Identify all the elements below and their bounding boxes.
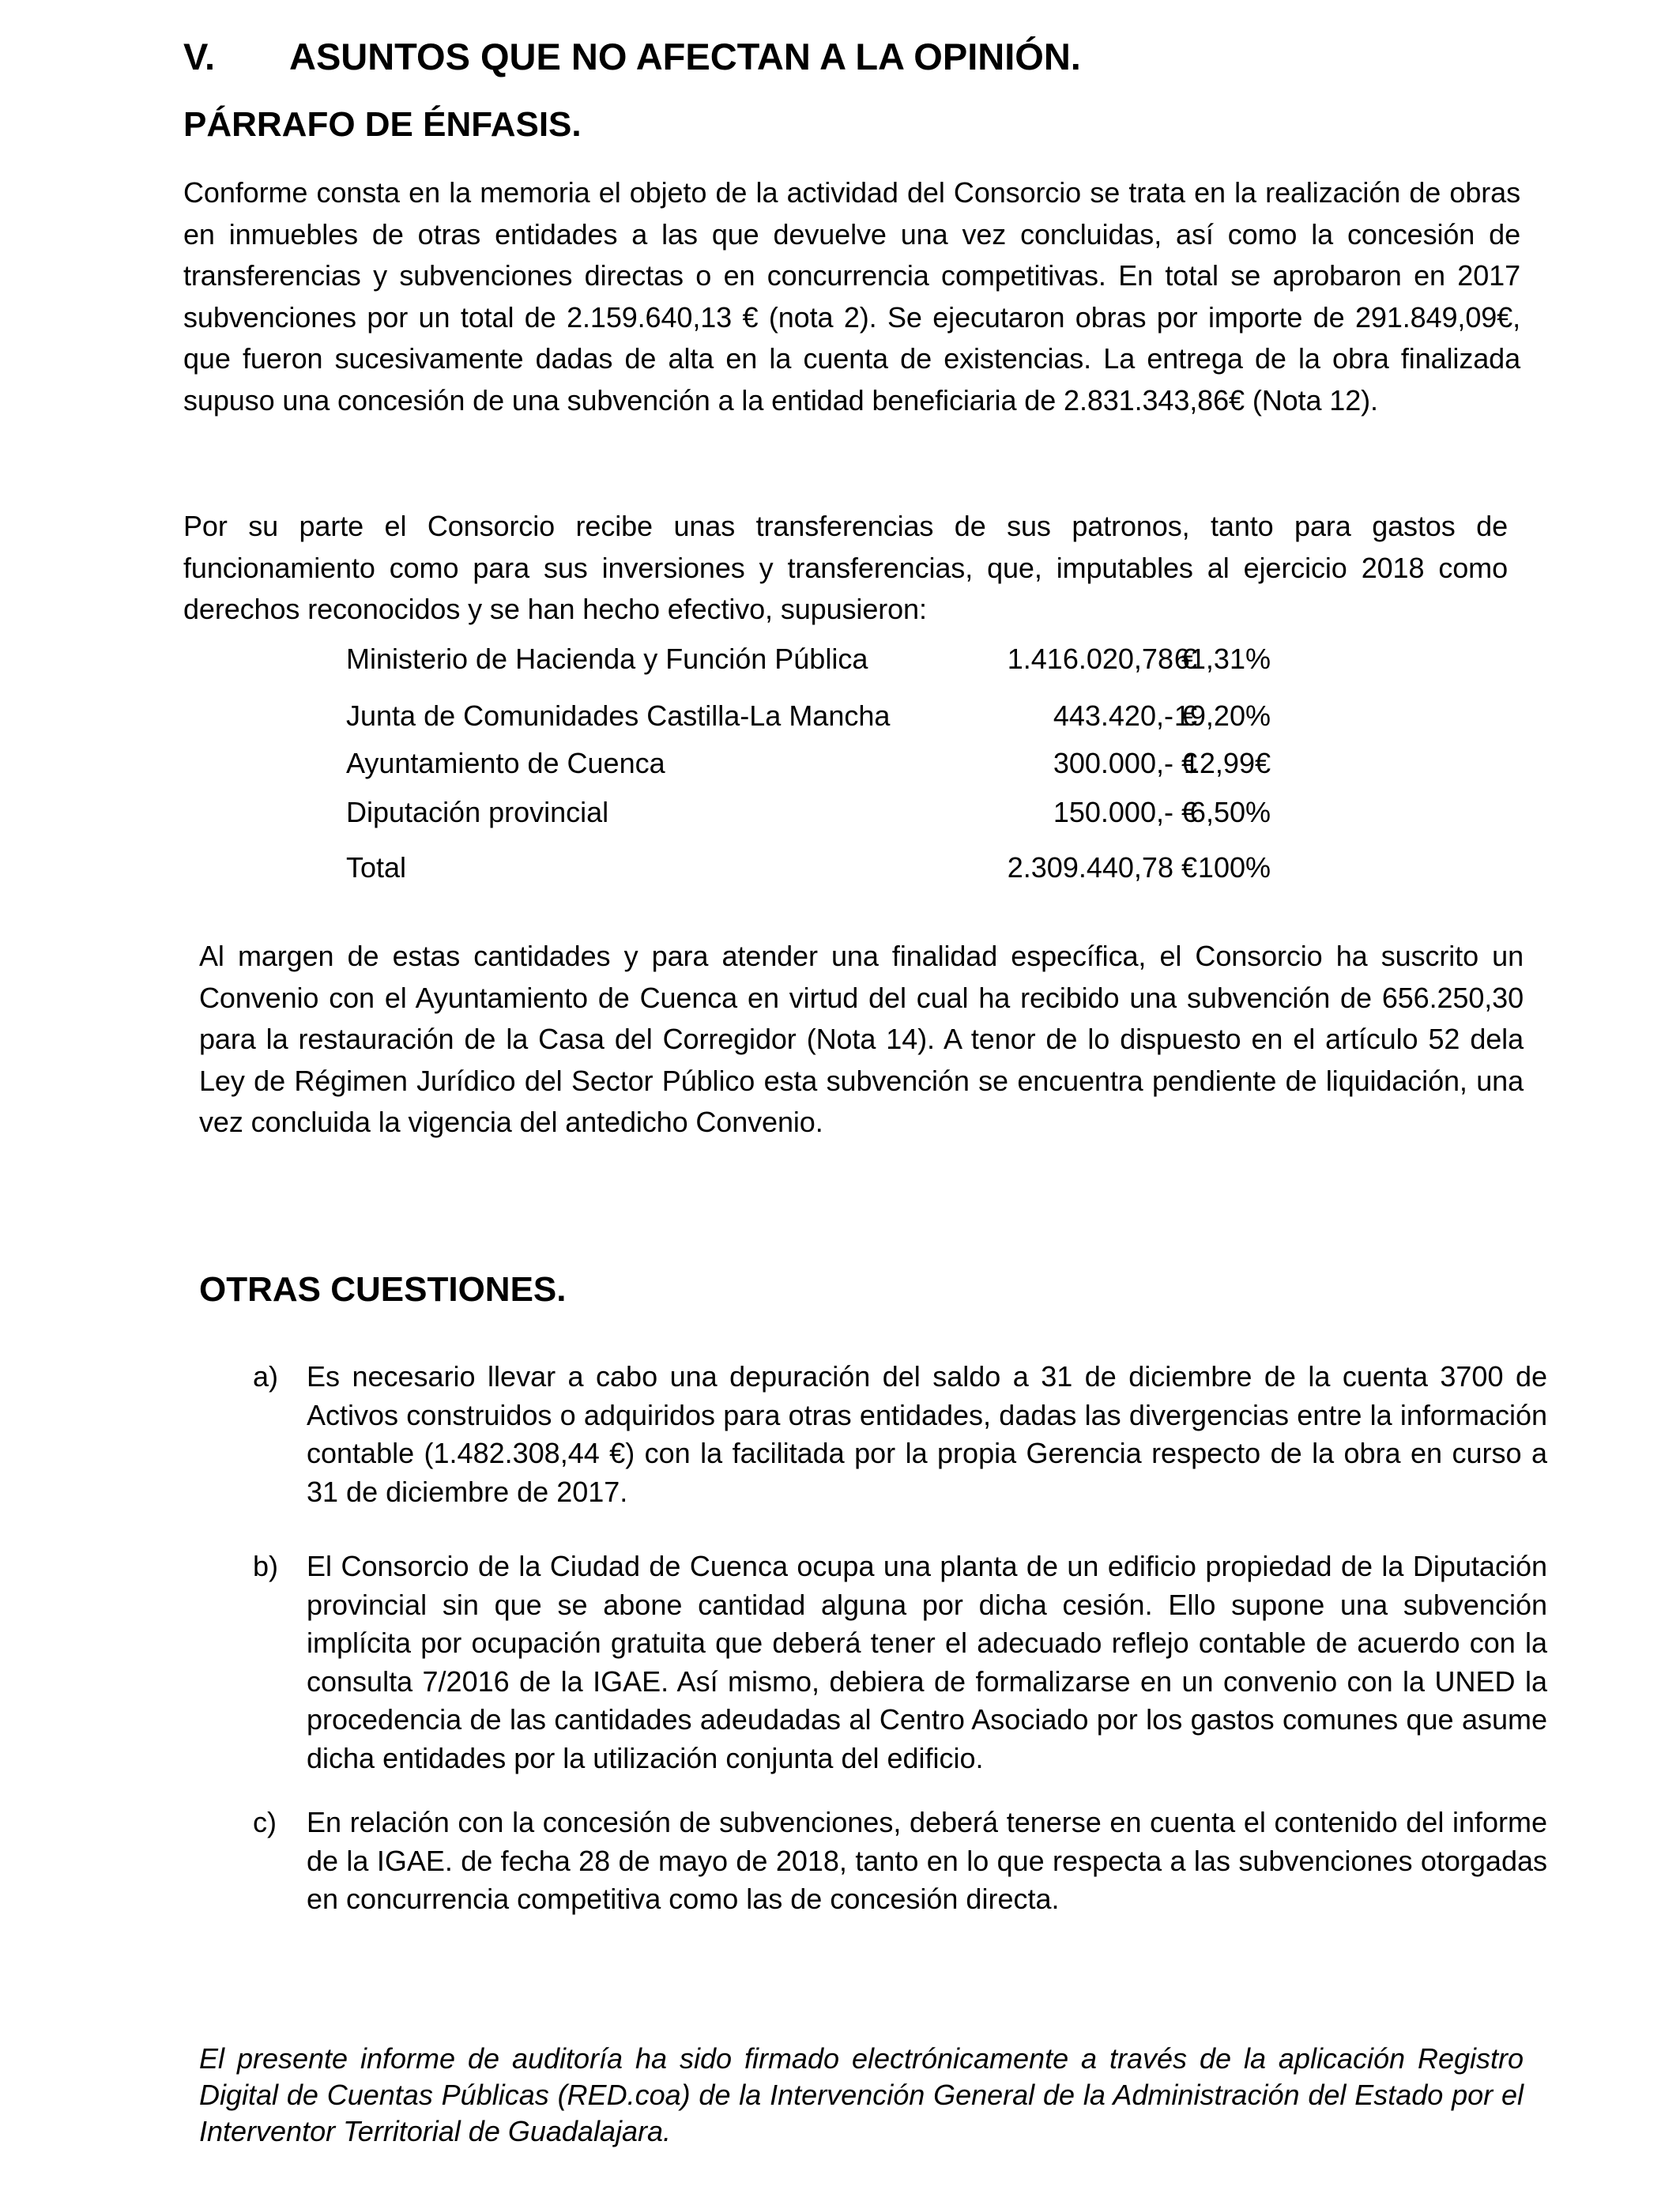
table-row [346,743,1334,787]
table-row-total [346,847,1334,892]
list-item-marker: a) [253,1360,279,1393]
table-cell-amount: 2.309.440,78 € [1007,851,1197,884]
table-cell-percent: 6,50% [1189,796,1271,828]
table-row [346,792,1334,836]
list-item-marker: b) [253,1550,279,1582]
table-cell-percent: 12,99€ [1183,747,1271,779]
table-cell-percent: 19,20% [1173,699,1271,732]
table-cell-amount: 300.000,- € [1053,747,1197,779]
emphasis-paragraph-3: Al margen de estas cantidades y para atender una finalidad específica, el Consorcio ha suscrito un Convenio con el Ayuntamiento de Cuenca en virtud del cual ha recibido una subvención de 656.250,30 para la restauración de la Casa del Corregidor (Nota 14). A tenor de lo dispuesto en el artículo 52 dela Ley de Régimen Jurídico del Sector Público esta subvención se encuentra pendiente de liquidación, una vez concluida la vigencia del antedicho Convenio. [199,940,1524,1138]
list-item [253,1547,1549,1785]
table-cell-percent: 61,31% [1173,643,1271,675]
table-cell-entity: Total [346,851,407,884]
emphasis-paragraph-1: Conforme consta en la memoria el objeto de la actividad del Consorcio se trata en la realización de obras en inmuebles de otras entidades a las que devuelve una vez concluidas, así como la concesión de transferencias y subvenciones directas o en concurrencia competitivas. En total se aprobaron en 2017 subvenciones por un total de 2.159.640,13 € (nota 2). Se ejecutaron obras por importe de 291.849,09€, que fueron sucesivamente dadas de alta en la cuenta de existencias. La entrega de la obra finalizada supuso una concesión de una subvención a la entidad beneficiaria de 2.831.343,86€ (Nota 12). [183,176,1520,417]
table-cell-amount: 150.000,- € [1053,796,1197,828]
section-number: V. [183,36,216,77]
other-issues-heading: OTRAS CUESTIONES. [199,1270,567,1309]
emphasis-heading: PÁRRAFO DE ÉNFASIS. [183,105,582,144]
table-cell-entity: Ministerio de Hacienda y Función Pública [346,643,868,675]
section-title: ASUNTOS QUE NO AFECTAN A LA OPINIÓN. [289,36,1081,77]
list-item-text: Es necesario llevar a cabo una depuración del saldo a 31 de diciembre de la cuenta 3700 de Activos construidos o adquiridos para otras entidades, dadas las divergencias entre la información contable (1.482.308,44 €) con la facilitada por la propia Gerencia respecto de la obra en curso a 31 de diciembre de 2017. [307,1360,1547,1508]
table-cell-entity: Diputación provincial [346,796,609,828]
table-cell-amount: 443.420,- € [1053,699,1197,732]
table-cell-amount: 1.416.020,78 € [1007,643,1197,675]
list-item-marker: c) [253,1806,277,1838]
list-item [253,1358,1549,1516]
table-row [346,639,1334,683]
signature-note: El presente informe de auditoría ha sido firmado electrónicamente a través de la aplicación Registro Digital de Cuentas Públicas (RED.coa) de la Intervención General de la Administración del Estado por el Interventor Territorial de Guadalajara. [199,2042,1524,2147]
list-item-text: En relación con la concesión de subvenciones, deberá tenerse en cuenta el contenido del informe de la IGAE. de fecha 28 de mayo de 2018, tanto en lo que respecta a las subvenciones otorgadas en concurrencia competitiva como las de concesión directa. [307,1806,1547,1915]
table-cell-entity: Junta de Comunidades Castilla-La Mancha [346,699,891,732]
list-item [253,1804,1549,1922]
table-row [346,696,1334,740]
table-cell-entity: Ayuntamiento de Cuenca [346,747,665,779]
list-item-text: El Consorcio de la Ciudad de Cuenca ocupa una planta de un edificio propiedad de la Diputación provincial sin que se abone cantidad alguna por dicha cesión. Ello supone una subvención implícita por ocupación gratuita que deberá tener el adecuado reflejo contable de acuerdo con la consulta 7/2016 de la IGAE. Así mismo, debiera de formalizarse en un convenio con la UNED la procedencia de las cantidades adeudadas al Centro Asociado por los gastos comunes que asume dicha entidades por la utilización conjunta del edificio. [307,1550,1547,1774]
emphasis-paragraph-2: Por su parte el Consorcio recibe unas transferencias de sus patronos, tanto para gastos de funcionamiento como para sus inversiones y transferencias, que, imputables al ejercicio 2018 como derechos reconocidos y se han hecho efectivo, supusieron: [183,510,1508,625]
table-cell-percent: 100% [1197,851,1271,884]
section-heading [183,32,1081,82]
